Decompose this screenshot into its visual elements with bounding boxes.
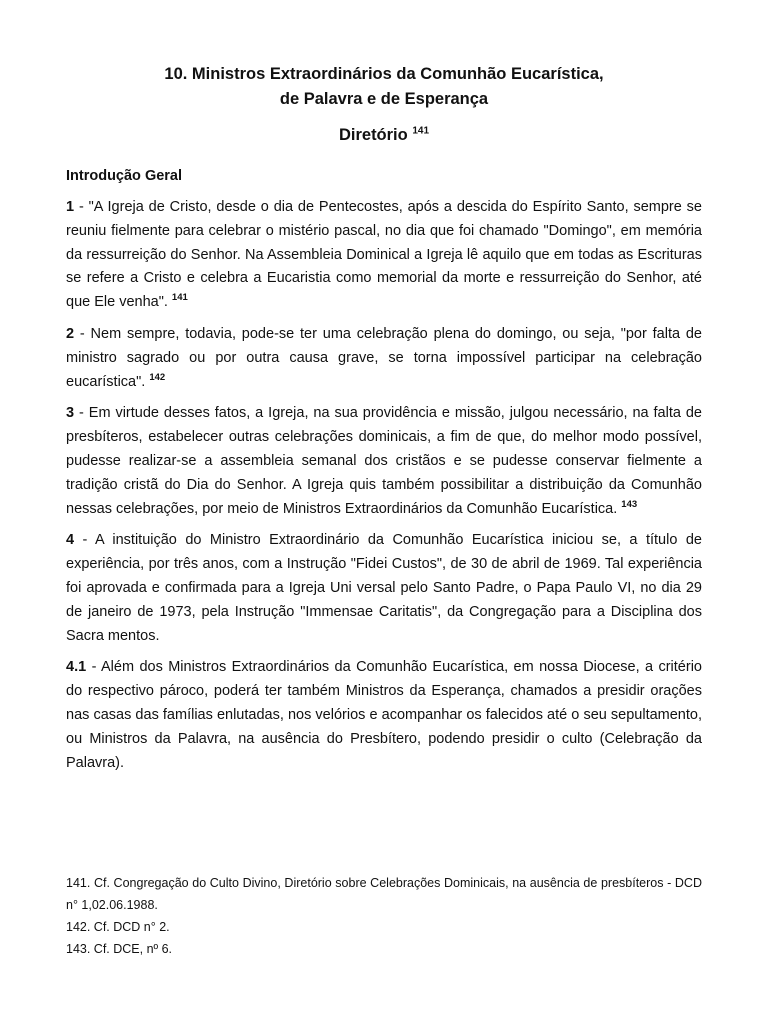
subtitle-footnote-ref[interactable]: 141: [412, 125, 430, 137]
section-heading: Introdução Geral: [66, 168, 183, 184]
paragraph-text: - Além dos Ministros Extraordinários da Comunhão Eucarística, em nossa Diocese, a critério do respectivo pároco, poderá ter também Ministros da Esperança, chamados a presidir orações nas casas das famílias enlutadas, nos velórios e acompanhar os falecidos até o seu sepultamento, ou Ministros da Palavra, na ausência do Presbítero, podendo presidir o culto (Celebração da Palavra).: [66, 659, 702, 771]
paragraph-text: - A instituição do Ministro Extraordinário da Comunhão Eucarística iniciou se, a título de experiência, por três anos, com a Instrução "Fidei Custos", de 30 de abril de 1969. Tal experiência foi aprovada e confirmada para a Igreja Uni versal pelo Santo Padre, o Papa Paulo VI, no dia 29 de janeiro de 1973, pela Instrução "Immensae Caritatis", da Congregação para a Disciplina dos Sacra mentos.: [66, 532, 702, 644]
title-line-2: de Palavra e de Esperança: [279, 90, 489, 108]
paragraph-text: - Em virtude desses fatos, a Igreja, na sua providência e missão, julgou necessário, na falta de presbíteros, estabelecer outras celebrações dominicais, a fim de que, do melhor modo possível, pudesse realizar-se a assembleia semanal dos cristãos e se pudesse conservar fielmente a tradição cristã do Dia do Senhor. A Igreja quis também possibilitar a distribuição da Comunhão nessas celebrações, por meio de Ministros Extraordinários da Comunhão Eucarística.: [66, 405, 702, 517]
footnote-ref[interactable]: 142: [149, 371, 166, 383]
footnote-ref[interactable]: 141: [171, 292, 188, 304]
subtitle: [66, 122, 702, 148]
paragraph-number: 1: [66, 199, 75, 215]
title-line-1: 10. Ministros Extraordinários da Comunhão Eucarística,: [164, 65, 604, 83]
paragraph-number: 4.1: [66, 659, 87, 676]
paragraph-text: - "A Igreja de Cristo, desde o dia de Pentecostes, após a descida do Espírito Santo, sempre se reuniu fielmente para celebrar o mistério pascal, no dia que foi chamado "Domingo", em memória da ressurreição do Senhor. Na Assembleia Dominical a Igreja lê aquilo que em todas as Escrituras se refere a Cristo e celebra a Eucaristia como memorial da morte e ressurreição do Senhor, até que Ele venha".: [66, 199, 702, 311]
page-title: [66, 62, 702, 112]
footnote-142: 142. Cf. DCD n° 2.: [66, 920, 170, 934]
footnote-141: 141. Cf. Congregação do Culto Divino, Diretório sobre Celebrações Dominicais, na ausência de presbíteros - DCD n° 1,02.06.1988.: [66, 876, 702, 912]
paragraph-2: [66, 323, 702, 394]
paragraph-number: 3: [66, 405, 75, 422]
paragraph-3: [66, 402, 702, 521]
paragraph-number: 2: [66, 325, 75, 342]
footnotes: [66, 872, 702, 960]
footnote-ref[interactable]: 143: [621, 498, 638, 510]
footnote-143: 143. Cf. DCE, nº 6.: [66, 942, 172, 956]
paragraph-4-1: [66, 656, 702, 775]
paragraph-number: 4: [66, 532, 75, 549]
paragraph-1: [66, 196, 702, 315]
paragraph-text: - Nem sempre, todavia, pode-se ter uma celebração plena do domingo, ou seja, "por falta de ministro sagrado ou por outra causa grave, se torna impossível participar na celebração eucarística".: [66, 325, 702, 390]
paragraph-4: [66, 529, 702, 648]
subtitle-text: Diretório: [338, 126, 408, 144]
